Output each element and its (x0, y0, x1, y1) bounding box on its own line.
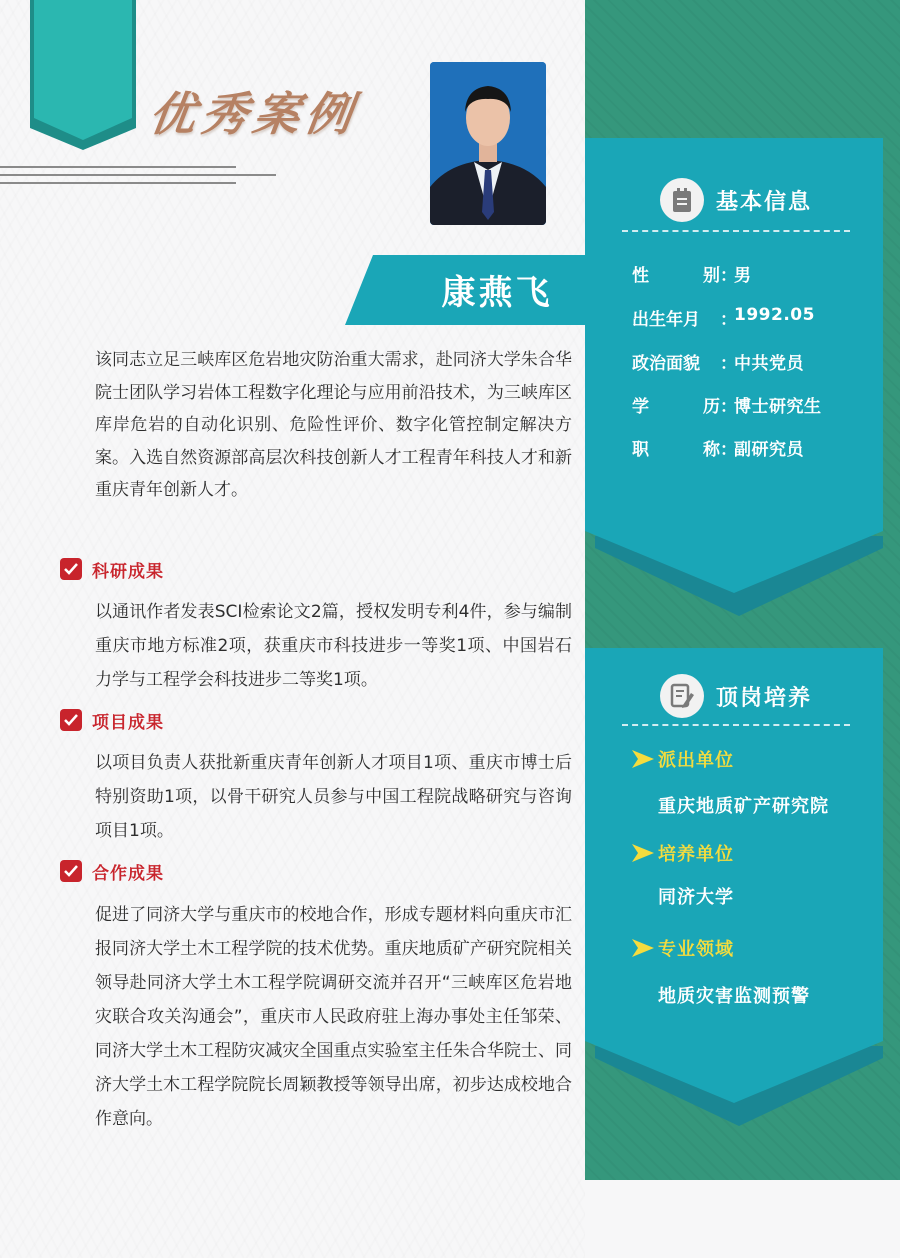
info-value: 博士研究生 (734, 397, 822, 417)
divider (622, 230, 850, 232)
checkbox-icon (60, 558, 82, 580)
training-title: 顶岗培养 (716, 685, 813, 711)
ribbon-tag (30, 0, 136, 155)
section-title: 项目成果 (92, 712, 164, 733)
section-cooperation (60, 857, 164, 885)
portrait-photo (430, 62, 546, 225)
section-body: 促进了同济大学与重庆市的校地合作，形成专题材料向重庆市汇报同济大学土木工程学院的技术优势。重庆地质矿产研究院相关领导赴同济大学土木工程学院调研交流并召开“三峡库区危岩地灾联合攻关沟通会”，重庆市人民政府驻上海办事处主任邹荣、同济大学土木工程防灾减灾全国重点实验室主任朱合华院士、同济大学土木工程学院院长周颖教授等领导出席，初步达成校地合作意向。 (95, 905, 572, 1129)
info-value: 中共党员 (734, 354, 804, 374)
section-research (60, 555, 164, 583)
info-value: 副研究员 (734, 440, 804, 460)
section-body: 以通讯作者发表SCI检索论文2篇，授权发明专利4件，参与编制重庆市地方标准2项，获重庆市科技进步一等奖1项、中国岩石力学与工程学会科技进步二等奖1项。 (95, 602, 572, 690)
basic-info-title: 基本信息 (716, 189, 813, 215)
basic-info-header (660, 178, 812, 222)
training-item-label: 培养单位 (632, 840, 734, 866)
info-row-political: 政治面貌 ： 中共党员 (632, 349, 804, 374)
decorative-lines (0, 163, 300, 193)
checkbox-icon (60, 709, 82, 731)
training-item-label: 专业领域 (632, 935, 734, 961)
info-row-education: 学 历 ： 博士研究生 (632, 392, 822, 417)
info-row-birth: 出生年月 ： 1992.05 (632, 305, 815, 330)
info-value: 1992.05 (734, 305, 815, 325)
training-item-value: 地质灾害监测预警 (658, 986, 810, 1007)
info-row-title: 职 称 ： 副研究员 (632, 435, 804, 460)
arrow-icon (632, 750, 654, 768)
arrow-icon (632, 844, 654, 862)
info-row-gender: 性 别 ： 男 (632, 261, 752, 286)
training-item-value: 同济大学 (658, 887, 734, 908)
page-title: 优秀案例 (145, 87, 362, 141)
info-value: 男 (734, 266, 752, 286)
section-body: 以项目负责人获批新重庆青年创新人才项目1项、重庆市博士后特别资助1项，以骨干研究人员参与中国工程院战略研究与咨询项目1项。 (95, 753, 572, 841)
person-name: 康燕飞 (441, 273, 553, 313)
section-projects (60, 706, 164, 734)
training-item-value: 重庆地质矿产研究院 (658, 796, 829, 817)
training-card (585, 648, 883, 1126)
arrow-icon (632, 939, 654, 957)
intro-paragraph: 该同志立足三峡库区危岩地灾防治重大需求，赴同济大学朱合华院士团队学习岩体工程数字化理论与应用前沿技术，为三峡库区库岸危岩的自动化识别、危险性评价、数字化管控制定解决方案。入选自然资源部高层次科技创新人才工程青年科技人才和新重庆青年创新人才。 (95, 350, 572, 500)
checkbox-icon (60, 860, 82, 882)
bottom-margin (585, 1180, 900, 1258)
training-header (660, 674, 812, 718)
section-title: 合作成果 (92, 863, 164, 884)
certificate-icon (660, 674, 704, 718)
divider (622, 724, 850, 726)
training-item-label: 派出单位 (632, 746, 734, 772)
notepad-icon (660, 178, 704, 222)
section-title: 科研成果 (92, 561, 164, 582)
